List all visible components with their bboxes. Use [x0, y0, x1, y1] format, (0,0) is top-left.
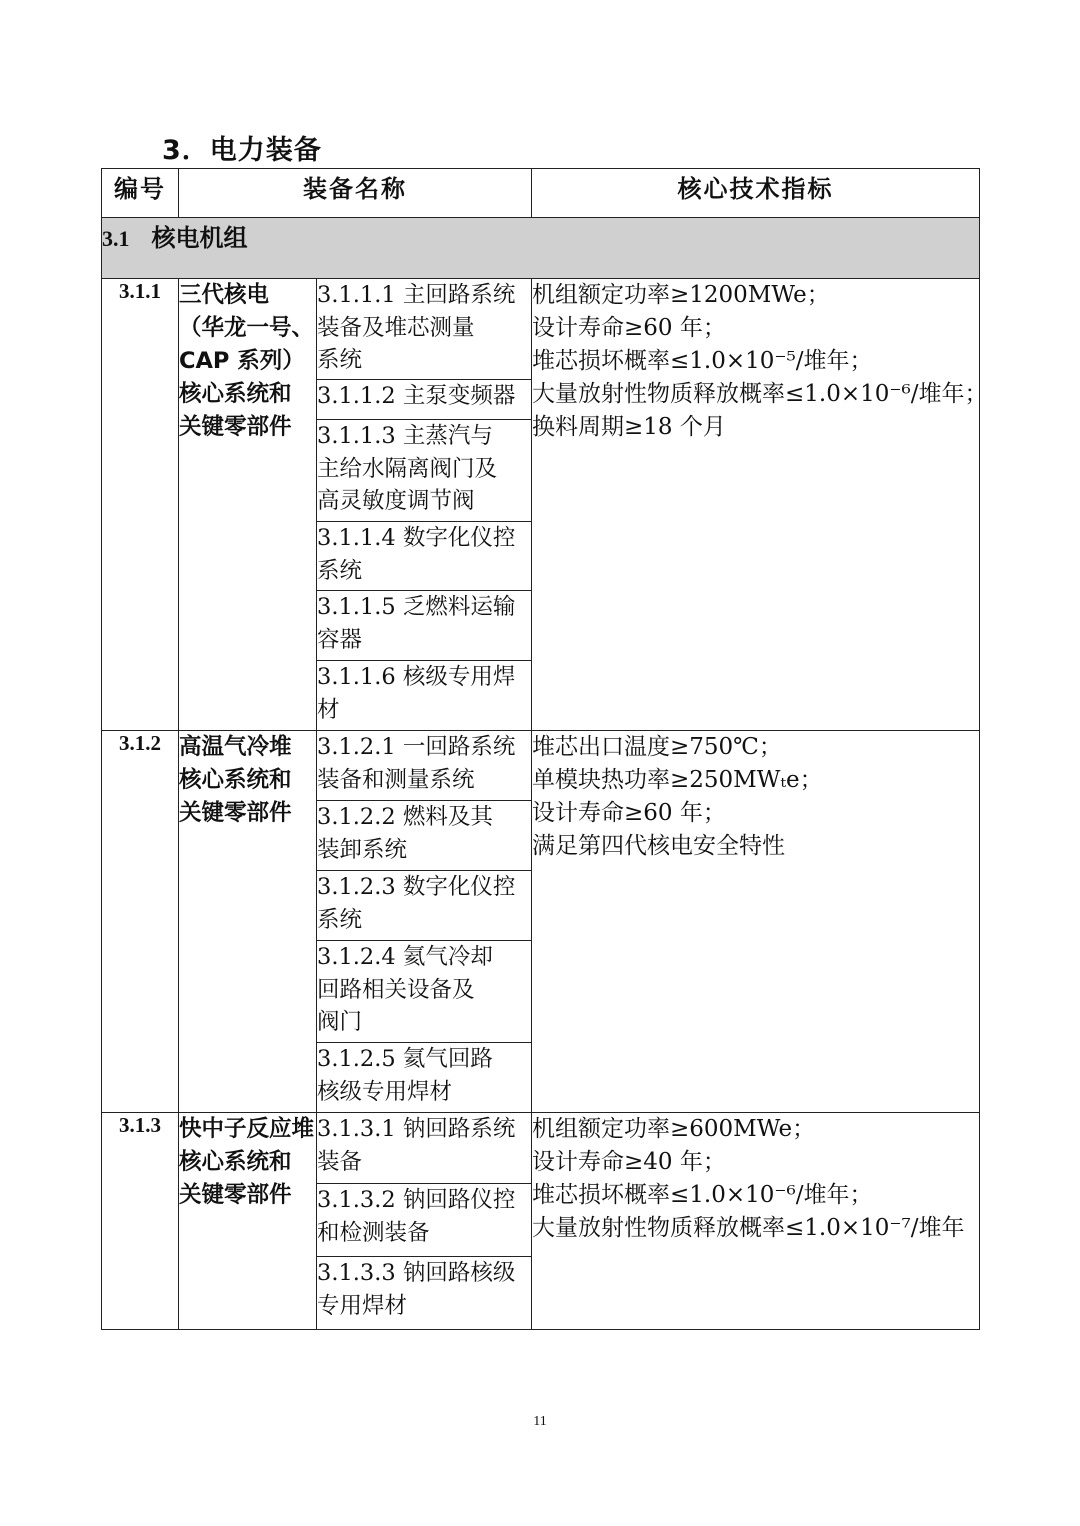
header-core-indicators: 核心技术指标 — [532, 169, 980, 218]
sub-item-line: 3.1.1.6 核级专用焊 — [317, 664, 516, 690]
sub-item — [317, 1184, 532, 1257]
sub-item-line: 3.1.3.3 钠回路核级 — [317, 1260, 516, 1286]
indicator-line: 机组额定功率≥1200MWe； — [532, 282, 830, 308]
page-number: 11 — [533, 1414, 547, 1429]
section-title: 3．电力装备 — [162, 135, 322, 166]
sub-item-line: 系统 — [317, 347, 363, 373]
indicator-line: 机组额定功率≥600MWe； — [532, 1116, 816, 1142]
sub-item-line: 3.1.2.1 一回路系统 — [317, 734, 516, 760]
sub-item-line: 3.1.2.4 氦气冷却 — [317, 944, 493, 970]
indicator-line: 单模块热功率≥250MWₜe； — [532, 767, 823, 793]
equipment-code: 3.1.2 — [102, 731, 179, 1113]
sub-item-line: 主给水隔离阀门及 — [317, 455, 498, 482]
equipment-code: 3.1.1 — [102, 279, 179, 731]
sub-item — [317, 1257, 532, 1330]
equipment-name-line: 核心系统和 — [179, 1149, 292, 1175]
core-indicators — [532, 731, 980, 1113]
sub-item-line: 3.1.1.3 主蒸汽与 — [317, 423, 493, 449]
sub-item-line: 专用焊材 — [317, 1292, 408, 1319]
sub-item-line: 系统 — [317, 906, 363, 933]
indicator-line: 堆芯损坏概率≤1.0×10⁻⁵/堆年； — [532, 348, 873, 374]
sub-item-line: 装备及堆芯测量 — [317, 314, 475, 341]
sub-item — [317, 522, 532, 591]
sub-item — [317, 661, 532, 731]
equipment-name-line: （华龙一号、 — [179, 315, 315, 341]
core-indicators — [532, 279, 988, 731]
sub-item-line: 3.1.2.3 数字化仪控 — [317, 874, 516, 900]
sub-item-line: 装卸系统 — [317, 836, 408, 863]
equipment-name-line: 核心系统和 — [179, 381, 292, 407]
equipment-name-line: CAP 系列） — [179, 348, 305, 374]
sub-item — [317, 1113, 532, 1184]
table-row — [102, 1113, 980, 1184]
subsection-number: 3.1 — [102, 226, 130, 251]
sub-item-line: 3.1.1.4 数字化仪控 — [317, 525, 516, 551]
sub-item-line: 3.1.1.5 乏燃料运输 — [317, 594, 516, 620]
table-header-row — [102, 169, 980, 218]
equipment-name-line: 快中子反应堆 — [179, 1116, 315, 1142]
sub-item — [317, 420, 532, 522]
indicator-line: 堆芯出口温度≥750℃； — [532, 734, 782, 760]
sub-item — [317, 380, 532, 420]
indicator-line: 满足第四代核电安全特性 — [532, 833, 785, 859]
indicator-line: 设计寿命≥60 年； — [532, 800, 726, 826]
equipment-name — [179, 731, 317, 1113]
equipment-name — [179, 1113, 317, 1330]
sub-item-line: 核级专用焊材 — [317, 1078, 453, 1105]
sub-item-line: 3.1.2.2 燃料及其 — [317, 804, 493, 830]
equipment-name — [179, 279, 317, 731]
equipment-name-line: 关键零部件 — [179, 414, 292, 440]
indicator-line: 设计寿命≥40 年； — [532, 1149, 726, 1175]
indicator-line: 大量放射性物质释放概率≤1.0×10⁻⁶/堆年； — [532, 381, 988, 407]
sub-item — [317, 801, 532, 871]
sub-item — [317, 591, 532, 661]
equipment-name-line: 三代核电 — [179, 282, 270, 308]
equipment-code: 3.1.3 — [102, 1113, 179, 1330]
sub-item — [317, 941, 532, 1043]
subsection-title: 核电机组 — [151, 224, 248, 252]
equipment-table — [101, 168, 988, 1330]
sub-item-line: 阀门 — [317, 1009, 363, 1035]
table-row — [102, 279, 980, 380]
sub-item-line: 回路相关设备及 — [317, 976, 475, 1003]
sub-item-line: 3.1.1.2 主泵变频器 — [317, 383, 516, 409]
sub-item — [317, 871, 532, 941]
sub-item-line: 3.1.3.2 钠回路仪控 — [317, 1187, 516, 1213]
core-indicators — [532, 1113, 980, 1330]
header-code: 编号 — [102, 169, 179, 218]
table-row — [102, 731, 980, 801]
sub-item — [317, 1043, 532, 1113]
sub-item-line: 3.1.2.5 氦气回路 — [317, 1046, 493, 1072]
sub-item-line: 高灵敏度调节阀 — [317, 488, 475, 514]
equipment-name-line: 关键零部件 — [179, 800, 292, 826]
sub-item-line: 装备 — [317, 1148, 363, 1175]
equipment-name-line: 关键零部件 — [179, 1182, 292, 1208]
sub-item-line: 材 — [317, 696, 340, 723]
sub-item-line: 装备和测量系统 — [317, 766, 475, 793]
subsection-heading — [102, 218, 980, 279]
sub-item — [317, 731, 532, 801]
sub-item-line: 系统 — [317, 557, 363, 584]
subsection-row — [102, 218, 980, 279]
header-equipment-name: 装备名称 — [179, 169, 532, 218]
indicator-line: 堆芯损坏概率≤1.0×10⁻⁶/堆年； — [532, 1182, 873, 1208]
sub-item — [317, 279, 532, 380]
indicator-line: 大量放射性物质释放概率≤1.0×10⁻⁷/堆年 — [532, 1215, 965, 1241]
sub-item-line: 3.1.3.1 钠回路系统 — [317, 1116, 516, 1142]
sub-item-line: 容器 — [317, 626, 363, 653]
sub-item-line: 3.1.1.1 主回路系统 — [317, 282, 516, 308]
indicator-line: 换料周期≥18 个月 — [532, 414, 726, 440]
indicator-line: 设计寿命≥60 年； — [532, 315, 726, 341]
equipment-name-line: 高温气冷堆 — [179, 734, 292, 760]
equipment-name-line: 核心系统和 — [179, 767, 292, 793]
sub-item-line: 和检测装备 — [317, 1219, 430, 1246]
